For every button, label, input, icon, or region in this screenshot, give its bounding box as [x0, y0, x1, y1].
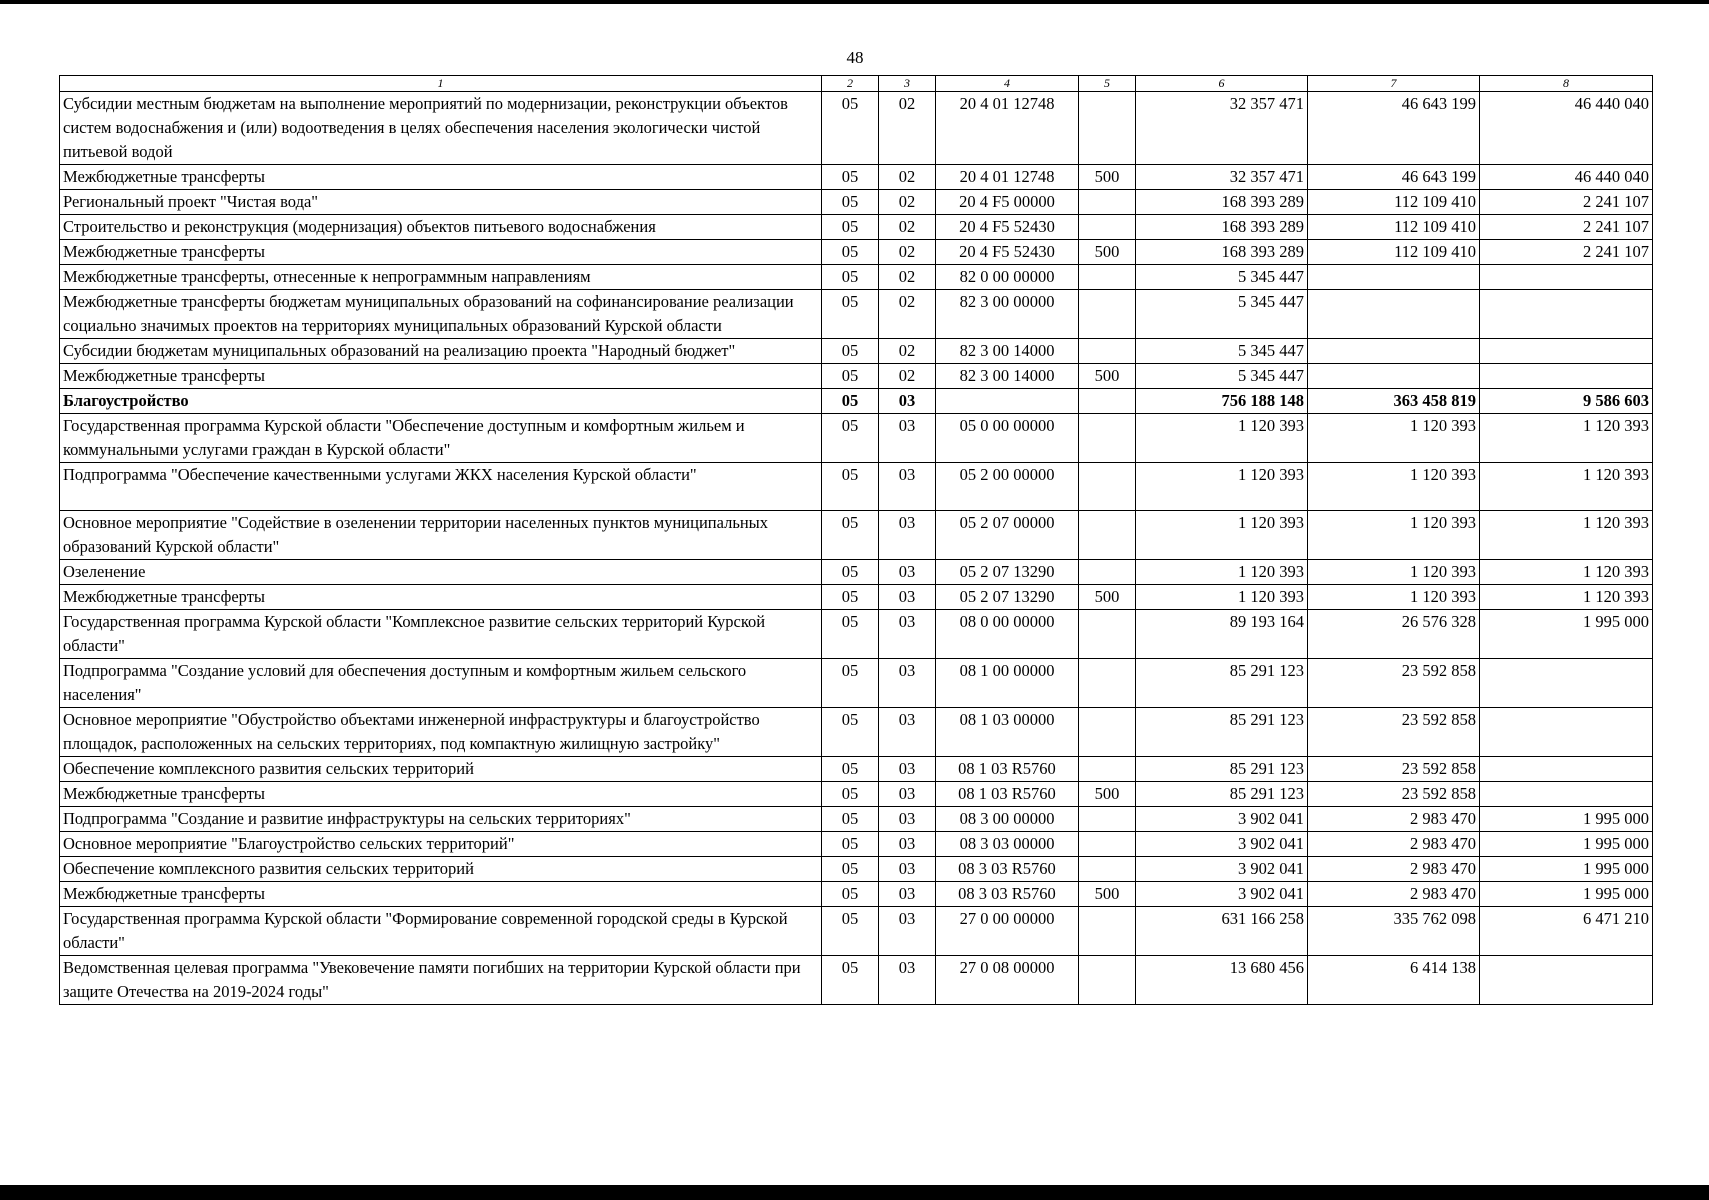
cell-target-article: 05 2 07 13290 — [936, 585, 1079, 610]
cell-target-article: 20 4 F5 00000 — [936, 190, 1079, 215]
cell-target-article: 08 3 03 R5760 — [936, 882, 1079, 907]
cell-amount-col8: 1 120 393 — [1480, 414, 1653, 463]
cell-amount-col6: 168 393 289 — [1136, 215, 1308, 240]
col-header: 4 — [936, 76, 1079, 92]
cell-subsection: 02 — [879, 165, 936, 190]
scan-bottom-edge — [0, 1185, 1709, 1200]
cell-target-article: 08 1 03 00000 — [936, 708, 1079, 757]
cell-amount-col6: 5 345 447 — [1136, 339, 1308, 364]
cell-target-article: 27 0 08 00000 — [936, 956, 1079, 1005]
cell-target-article: 08 3 00 00000 — [936, 807, 1079, 832]
table-body — [60, 92, 1653, 1005]
cell-subsection: 03 — [879, 585, 936, 610]
cell-amount-col7: 23 592 858 — [1308, 782, 1480, 807]
cell-expense-type — [1079, 215, 1136, 240]
cell-subsection: 02 — [879, 364, 936, 389]
cell-amount-col8: 1 995 000 — [1480, 832, 1653, 857]
cell-section: 05 — [822, 882, 879, 907]
col-header: 5 — [1079, 76, 1136, 92]
cell-section: 05 — [822, 511, 879, 560]
cell-subsection: 03 — [879, 389, 936, 414]
cell-amount-col8: 2 241 107 — [1480, 240, 1653, 265]
cell-amount-col8 — [1480, 956, 1653, 1005]
cell-expense-type — [1079, 190, 1136, 215]
cell-amount-col8: 46 440 040 — [1480, 92, 1653, 165]
cell-amount-col6: 756 188 148 — [1136, 389, 1308, 414]
cell-target-article: 82 3 00 14000 — [936, 364, 1079, 389]
cell-section: 05 — [822, 389, 879, 414]
cell-amount-col7: 46 643 199 — [1308, 165, 1480, 190]
cell-name: Основное мероприятие "Благоустройство сельских территорий" — [60, 832, 822, 857]
cell-amount-col6: 1 120 393 — [1136, 511, 1308, 560]
cell-amount-col7: 2 983 470 — [1308, 807, 1480, 832]
cell-name: Межбюджетные трансферты — [60, 585, 822, 610]
cell-target-article: 05 0 00 00000 — [936, 414, 1079, 463]
cell-amount-col8 — [1480, 757, 1653, 782]
cell-amount-col7: 112 109 410 — [1308, 190, 1480, 215]
cell-expense-type — [1079, 511, 1136, 560]
cell-subsection: 03 — [879, 832, 936, 857]
cell-name: Региональный проект "Чистая вода" — [60, 190, 822, 215]
cell-amount-col8 — [1480, 659, 1653, 708]
cell-target-article — [936, 389, 1079, 414]
cell-amount-col8: 1 120 393 — [1480, 463, 1653, 511]
cell-amount-col7: 1 120 393 — [1308, 414, 1480, 463]
cell-name: Подпрограмма "Обеспечение качественными услугами ЖКХ населения Курской области" — [60, 463, 822, 511]
cell-amount-col6: 1 120 393 — [1136, 560, 1308, 585]
table-row — [60, 807, 1653, 832]
cell-expense-type — [1079, 659, 1136, 708]
cell-subsection: 03 — [879, 560, 936, 585]
table-row — [60, 857, 1653, 882]
cell-section: 05 — [822, 265, 879, 290]
cell-amount-col6: 1 120 393 — [1136, 414, 1308, 463]
table-row — [60, 389, 1653, 414]
cell-subsection: 03 — [879, 610, 936, 659]
cell-name: Благоустройство — [60, 389, 822, 414]
cell-name: Ведомственная целевая программа "Увековечение памяти погибших на территории Курской области при защите Отечества на 2019-2024 годы" — [60, 956, 822, 1005]
cell-section: 05 — [822, 907, 879, 956]
cell-name: Межбюджетные трансферты — [60, 165, 822, 190]
table-row — [60, 339, 1653, 364]
cell-target-article: 82 3 00 14000 — [936, 339, 1079, 364]
cell-expense-type — [1079, 907, 1136, 956]
cell-expense-type — [1079, 414, 1136, 463]
table-row — [60, 832, 1653, 857]
cell-amount-col8 — [1480, 265, 1653, 290]
cell-section: 05 — [822, 190, 879, 215]
cell-name: Подпрограмма "Создание условий для обеспечения доступным и комфортным жильем сельского населения" — [60, 659, 822, 708]
cell-section: 05 — [822, 364, 879, 389]
cell-target-article: 82 3 00 00000 — [936, 290, 1079, 339]
cell-subsection: 03 — [879, 708, 936, 757]
cell-name: Межбюджетные трансферты — [60, 782, 822, 807]
cell-amount-col6: 32 357 471 — [1136, 165, 1308, 190]
cell-amount-col8 — [1480, 364, 1653, 389]
col-header: 2 — [822, 76, 879, 92]
cell-target-article: 08 3 03 R5760 — [936, 857, 1079, 882]
cell-amount-col6: 3 902 041 — [1136, 832, 1308, 857]
cell-amount-col6: 5 345 447 — [1136, 290, 1308, 339]
table-row — [60, 610, 1653, 659]
cell-subsection: 02 — [879, 92, 936, 165]
cell-expense-type — [1079, 339, 1136, 364]
cell-section: 05 — [822, 832, 879, 857]
cell-amount-col6: 13 680 456 — [1136, 956, 1308, 1005]
cell-target-article: 05 2 07 00000 — [936, 511, 1079, 560]
cell-target-article: 20 4 01 12748 — [936, 165, 1079, 190]
table-row — [60, 265, 1653, 290]
table-row — [60, 882, 1653, 907]
cell-section: 05 — [822, 414, 879, 463]
cell-target-article: 08 3 03 00000 — [936, 832, 1079, 857]
cell-amount-col6: 3 902 041 — [1136, 882, 1308, 907]
cell-amount-col8: 9 586 603 — [1480, 389, 1653, 414]
cell-section: 05 — [822, 757, 879, 782]
cell-amount-col8: 1 995 000 — [1480, 882, 1653, 907]
cell-amount-col7: 2 983 470 — [1308, 832, 1480, 857]
cell-amount-col6: 1 120 393 — [1136, 463, 1308, 511]
cell-name: Подпрограмма "Создание и развитие инфраструктуры на сельских территориях" — [60, 807, 822, 832]
cell-name: Основное мероприятие "Содействие в озеленении территории населенных пунктов муниципальных образований Курской области" — [60, 511, 822, 560]
table-row — [60, 956, 1653, 1005]
cell-amount-col6: 5 345 447 — [1136, 364, 1308, 389]
cell-name: Основное мероприятие "Обустройство объектами инженерной инфраструктуры и благоустройство площадок, расположенных на сельских территориях, под компактную жилищную застройку" — [60, 708, 822, 757]
cell-expense-type — [1079, 807, 1136, 832]
cell-amount-col7: 363 458 819 — [1308, 389, 1480, 414]
cell-amount-col7: 1 120 393 — [1308, 585, 1480, 610]
cell-subsection: 03 — [879, 414, 936, 463]
cell-amount-col7: 335 762 098 — [1308, 907, 1480, 956]
cell-section: 05 — [822, 560, 879, 585]
cell-name: Межбюджетные трансферты бюджетам муниципальных образований на софинансирование реализации социально значимых проектов на территориях муниципальных образований Курской области — [60, 290, 822, 339]
cell-expense-type — [1079, 290, 1136, 339]
cell-subsection: 02 — [879, 265, 936, 290]
cell-section: 05 — [822, 708, 879, 757]
cell-expense-type — [1079, 757, 1136, 782]
table-row — [60, 92, 1653, 165]
cell-amount-col7: 6 414 138 — [1308, 956, 1480, 1005]
cell-amount-col7: 26 576 328 — [1308, 610, 1480, 659]
cell-subsection: 03 — [879, 857, 936, 882]
cell-target-article: 27 0 00 00000 — [936, 907, 1079, 956]
cell-amount-col6: 85 291 123 — [1136, 757, 1308, 782]
cell-subsection: 03 — [879, 907, 936, 956]
cell-expense-type — [1079, 708, 1136, 757]
cell-section: 05 — [822, 463, 879, 511]
table-row — [60, 190, 1653, 215]
cell-amount-col8: 1 120 393 — [1480, 560, 1653, 585]
cell-subsection: 03 — [879, 511, 936, 560]
col-header: 7 — [1308, 76, 1480, 92]
cell-amount-col8: 1 995 000 — [1480, 857, 1653, 882]
cell-target-article: 05 2 07 13290 — [936, 560, 1079, 585]
table-row — [60, 757, 1653, 782]
col-header: 6 — [1136, 76, 1308, 92]
cell-target-article: 20 4 01 12748 — [936, 92, 1079, 165]
cell-amount-col7: 2 983 470 — [1308, 882, 1480, 907]
table-row — [60, 463, 1653, 511]
cell-amount-col8: 1 995 000 — [1480, 610, 1653, 659]
cell-section: 05 — [822, 956, 879, 1005]
cell-name: Обеспечение комплексного развития сельских территорий — [60, 857, 822, 882]
cell-expense-type — [1079, 857, 1136, 882]
cell-amount-col7 — [1308, 265, 1480, 290]
cell-name: Строительство и реконструкция (модернизация) объектов питьевого водоснабжения — [60, 215, 822, 240]
col-header: 8 — [1480, 76, 1653, 92]
table-row — [60, 907, 1653, 956]
cell-subsection: 02 — [879, 290, 936, 339]
cell-target-article: 08 1 00 00000 — [936, 659, 1079, 708]
cell-expense-type — [1079, 463, 1136, 511]
cell-amount-col8: 2 241 107 — [1480, 190, 1653, 215]
cell-name: Обеспечение комплексного развития сельских территорий — [60, 757, 822, 782]
cell-expense-type: 500 — [1079, 585, 1136, 610]
cell-amount-col7: 23 592 858 — [1308, 708, 1480, 757]
cell-amount-col6: 89 193 164 — [1136, 610, 1308, 659]
cell-target-article: 08 0 00 00000 — [936, 610, 1079, 659]
cell-subsection: 02 — [879, 190, 936, 215]
table-row — [60, 290, 1653, 339]
cell-amount-col6: 5 345 447 — [1136, 265, 1308, 290]
budget-table — [59, 75, 1653, 1005]
cell-name: Государственная программа Курской области "Обеспечение доступным и комфортным жильем и коммунальными услугами граждан в Курской области" — [60, 414, 822, 463]
cell-name: Озеленение — [60, 560, 822, 585]
cell-expense-type — [1079, 560, 1136, 585]
cell-amount-col7: 1 120 393 — [1308, 560, 1480, 585]
cell-amount-col8: 6 471 210 — [1480, 907, 1653, 956]
cell-target-article: 20 4 F5 52430 — [936, 240, 1079, 265]
cell-expense-type: 500 — [1079, 882, 1136, 907]
table-row — [60, 560, 1653, 585]
cell-expense-type: 500 — [1079, 240, 1136, 265]
cell-amount-col6: 85 291 123 — [1136, 782, 1308, 807]
cell-name: Субсидии местным бюджетам на выполнение мероприятий по модернизации, реконструкции объектов систем водоснабжения и (или) водоотведения в целях обеспечения населения экологически чистой питьевой водой — [60, 92, 822, 165]
cell-amount-col6: 85 291 123 — [1136, 708, 1308, 757]
cell-amount-col7: 2 983 470 — [1308, 857, 1480, 882]
cell-amount-col6: 32 357 471 — [1136, 92, 1308, 165]
cell-amount-col6: 168 393 289 — [1136, 190, 1308, 215]
cell-expense-type: 500 — [1079, 782, 1136, 807]
cell-amount-col8 — [1480, 708, 1653, 757]
table-row — [60, 659, 1653, 708]
cell-subsection: 02 — [879, 240, 936, 265]
cell-expense-type: 500 — [1079, 364, 1136, 389]
cell-target-article: 05 2 00 00000 — [936, 463, 1079, 511]
cell-subsection: 03 — [879, 956, 936, 1005]
cell-subsection: 03 — [879, 807, 936, 832]
table-row — [60, 215, 1653, 240]
table-row — [60, 585, 1653, 610]
cell-section: 05 — [822, 290, 879, 339]
cell-amount-col8: 1 120 393 — [1480, 511, 1653, 560]
table-row — [60, 165, 1653, 190]
cell-target-article: 82 0 00 00000 — [936, 265, 1079, 290]
cell-name: Межбюджетные трансферты — [60, 882, 822, 907]
table-row — [60, 240, 1653, 265]
cell-amount-col8 — [1480, 782, 1653, 807]
cell-section: 05 — [822, 339, 879, 364]
cell-amount-col6: 168 393 289 — [1136, 240, 1308, 265]
cell-amount-col7: 112 109 410 — [1308, 240, 1480, 265]
cell-expense-type: 500 — [1079, 165, 1136, 190]
page-number: 48 — [846, 48, 864, 67]
cell-subsection: 03 — [879, 782, 936, 807]
header-row — [60, 76, 1653, 92]
cell-amount-col7 — [1308, 364, 1480, 389]
cell-expense-type — [1079, 956, 1136, 1005]
cell-expense-type — [1079, 265, 1136, 290]
cell-section: 05 — [822, 807, 879, 832]
cell-target-article: 08 1 03 R5760 — [936, 757, 1079, 782]
cell-subsection: 03 — [879, 757, 936, 782]
cell-subsection: 03 — [879, 463, 936, 511]
cell-amount-col6: 631 166 258 — [1136, 907, 1308, 956]
cell-section: 05 — [822, 782, 879, 807]
cell-amount-col7: 112 109 410 — [1308, 215, 1480, 240]
col-header: 3 — [879, 76, 936, 92]
cell-amount-col6: 3 902 041 — [1136, 807, 1308, 832]
cell-name: Субсидии бюджетам муниципальных образований на реализацию проекта "Народный бюджет" — [60, 339, 822, 364]
cell-section: 05 — [822, 659, 879, 708]
cell-section: 05 — [822, 610, 879, 659]
cell-amount-col7: 46 643 199 — [1308, 92, 1480, 165]
cell-section: 05 — [822, 215, 879, 240]
cell-section: 05 — [822, 857, 879, 882]
table-row — [60, 708, 1653, 757]
cell-amount-col8: 46 440 040 — [1480, 165, 1653, 190]
table-row — [60, 782, 1653, 807]
cell-amount-col7: 1 120 393 — [1308, 463, 1480, 511]
cell-section: 05 — [822, 165, 879, 190]
cell-amount-col6: 3 902 041 — [1136, 857, 1308, 882]
cell-amount-col8: 1 120 393 — [1480, 585, 1653, 610]
cell-amount-col6: 1 120 393 — [1136, 585, 1308, 610]
cell-expense-type — [1079, 610, 1136, 659]
cell-subsection: 02 — [879, 339, 936, 364]
cell-name: Государственная программа Курской области "Формирование современной городской среды в Курской области" — [60, 907, 822, 956]
cell-amount-col7: 1 120 393 — [1308, 511, 1480, 560]
cell-section: 05 — [822, 240, 879, 265]
scan-top-edge — [0, 0, 1709, 4]
cell-name: Межбюджетные трансферты, отнесенные к непрограммным направлениям — [60, 265, 822, 290]
table-row — [60, 364, 1653, 389]
cell-subsection: 02 — [879, 215, 936, 240]
cell-amount-col8 — [1480, 290, 1653, 339]
cell-name: Государственная программа Курской области "Комплексное развитие сельских территорий Курской области" — [60, 610, 822, 659]
cell-subsection: 03 — [879, 659, 936, 708]
cell-amount-col8: 1 995 000 — [1480, 807, 1653, 832]
cell-amount-col8 — [1480, 339, 1653, 364]
cell-amount-col7 — [1308, 339, 1480, 364]
cell-expense-type — [1079, 389, 1136, 414]
cell-amount-col8: 2 241 107 — [1480, 215, 1653, 240]
cell-name: Межбюджетные трансферты — [60, 240, 822, 265]
cell-name: Межбюджетные трансферты — [60, 364, 822, 389]
cell-amount-col7: 23 592 858 — [1308, 757, 1480, 782]
cell-amount-col7: 23 592 858 — [1308, 659, 1480, 708]
table-row — [60, 414, 1653, 463]
cell-amount-col6: 85 291 123 — [1136, 659, 1308, 708]
cell-section: 05 — [822, 92, 879, 165]
cell-section: 05 — [822, 585, 879, 610]
cell-target-article: 08 1 03 R5760 — [936, 782, 1079, 807]
cell-expense-type — [1079, 832, 1136, 857]
table-row — [60, 511, 1653, 560]
col-header: 1 — [60, 76, 822, 92]
cell-expense-type — [1079, 92, 1136, 165]
cell-target-article: 20 4 F5 52430 — [936, 215, 1079, 240]
cell-amount-col7 — [1308, 290, 1480, 339]
cell-subsection: 03 — [879, 882, 936, 907]
